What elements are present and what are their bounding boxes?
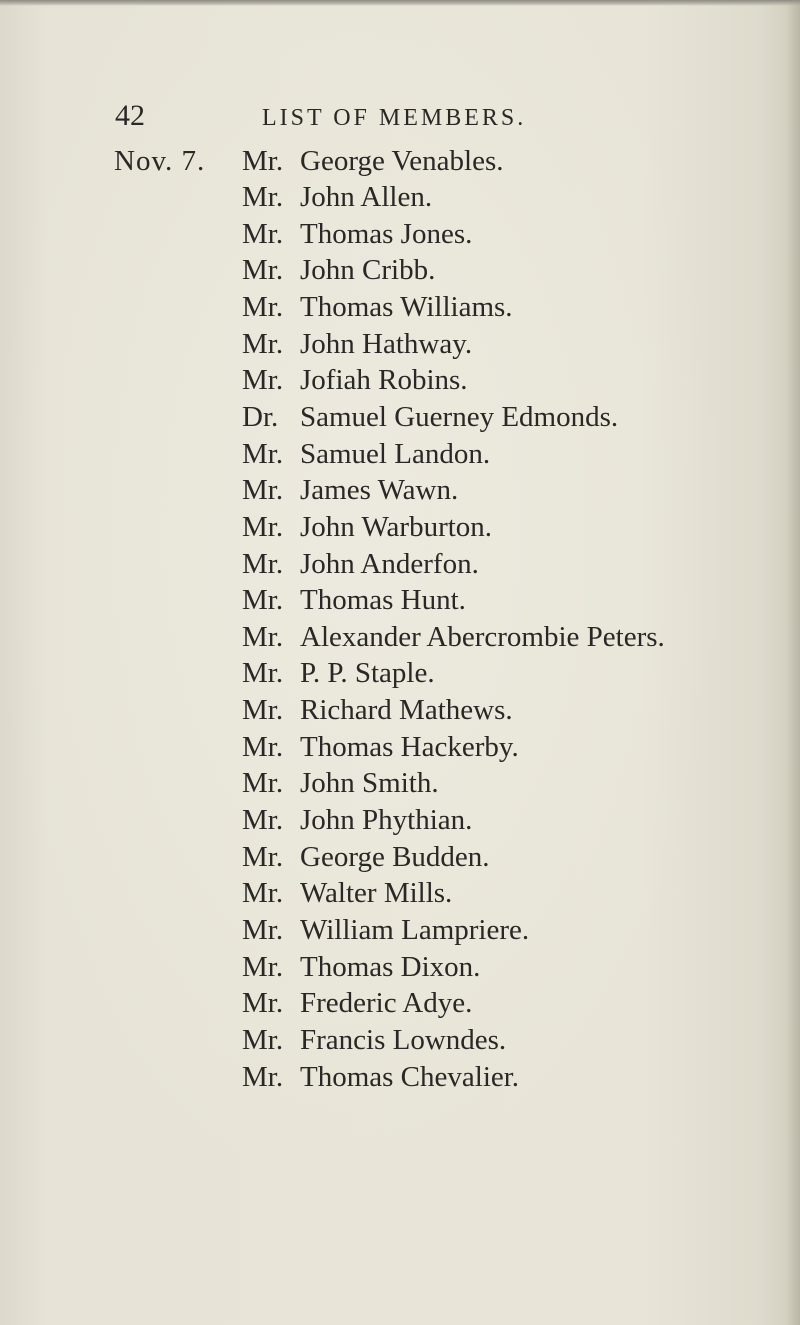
- member-name: Walter Mills.: [300, 877, 453, 910]
- page-top-edge: [0, 0, 800, 6]
- list-item: [242, 509, 665, 546]
- member-title: Dr.: [242, 400, 279, 433]
- list-item: [242, 729, 665, 766]
- member-name: Richard Mathews.: [300, 694, 513, 727]
- list-item: [242, 765, 665, 802]
- member-title: Mr.: [242, 730, 284, 763]
- member-name: John Smith.: [300, 767, 439, 800]
- member-name: George Venables.: [300, 144, 504, 177]
- list-item: [242, 143, 665, 180]
- member-name: John Cribb.: [300, 254, 436, 287]
- list-item: [242, 655, 665, 692]
- member-title: Mr.: [242, 181, 284, 214]
- member-title: Mr.: [242, 804, 284, 837]
- member-title: Mr.: [242, 474, 284, 507]
- page-number: 42: [115, 99, 145, 132]
- list-item: [242, 179, 665, 216]
- member-list: [242, 143, 665, 1096]
- member-name: Thomas Hackerby.: [300, 730, 519, 763]
- member-title: Mr.: [242, 547, 284, 580]
- list-item: [242, 326, 665, 363]
- member-name: John Anderfon.: [300, 547, 479, 580]
- member-name: Thomas Dixon.: [300, 950, 481, 983]
- member-name: P. P. Staple.: [300, 657, 435, 690]
- member-name: John Hathway.: [300, 327, 473, 360]
- member-title: Mr.: [242, 840, 284, 873]
- member-title: Mr.: [242, 327, 284, 360]
- list-item: [242, 839, 665, 876]
- list-item: [242, 875, 665, 912]
- member-title: Mr.: [242, 913, 284, 946]
- member-title: Mr.: [242, 510, 284, 543]
- list-item: [242, 582, 665, 619]
- member-title: Mr.: [242, 694, 284, 727]
- member-name: Francis Lowndes.: [300, 1023, 507, 1056]
- member-name: Thomas Hunt.: [300, 584, 466, 617]
- member-title: Mr.: [242, 1060, 284, 1093]
- member-name: John Phythian.: [300, 804, 473, 837]
- member-title: Mr.: [242, 291, 284, 324]
- list-item: [242, 802, 665, 839]
- member-title: Mr.: [242, 1023, 284, 1056]
- member-name: Samuel Guerney Edmonds.: [300, 400, 619, 433]
- list-item: [242, 216, 665, 253]
- member-title: Mr.: [242, 620, 284, 653]
- member-title: Mr.: [242, 364, 284, 397]
- member-title: Mr.: [242, 584, 284, 617]
- member-name: Frederic Adye.: [300, 987, 473, 1020]
- member-title: Mr.: [242, 767, 284, 800]
- member-name: James Wawn.: [300, 474, 459, 507]
- member-name: Jofiah Robins.: [300, 364, 468, 397]
- member-name: George Budden.: [300, 840, 490, 873]
- list-item: [242, 1059, 665, 1096]
- list-item: [242, 546, 665, 583]
- entry-date: Nov. 7.: [114, 145, 206, 177]
- member-name: Samuel Landon.: [300, 437, 491, 470]
- member-title: Mr.: [242, 657, 284, 690]
- list-item: [242, 436, 665, 473]
- member-name: Thomas Williams.: [300, 291, 513, 324]
- list-item: [242, 472, 665, 509]
- list-item: [242, 399, 665, 436]
- member-title: Mr.: [242, 254, 284, 287]
- list-item: [242, 985, 665, 1022]
- running-head: LIST OF MEMBERS.: [262, 105, 527, 131]
- list-item: [242, 252, 665, 289]
- member-name: Thomas Jones.: [300, 217, 473, 250]
- member-title: Mr.: [242, 987, 284, 1020]
- list-item: [242, 362, 665, 399]
- page-right-edge: [786, 0, 800, 1325]
- member-name: Thomas Chevalier.: [300, 1060, 520, 1093]
- list-item: [242, 289, 665, 326]
- member-name: John Warburton.: [300, 510, 493, 543]
- member-name: William Lampriere.: [300, 913, 530, 946]
- list-item: [242, 949, 665, 986]
- member-name: John Allen.: [300, 181, 433, 214]
- list-item: [242, 692, 665, 729]
- member-title: Mr.: [242, 437, 284, 470]
- member-name: Alexander Abercrombie Peters.: [300, 620, 665, 653]
- list-item: [242, 619, 665, 656]
- list-item: [242, 1022, 665, 1059]
- member-title: Mr.: [242, 950, 284, 983]
- member-title: Mr.: [242, 877, 284, 910]
- list-item: [242, 912, 665, 949]
- member-title: Mr.: [242, 217, 284, 250]
- member-title: Mr.: [242, 144, 284, 177]
